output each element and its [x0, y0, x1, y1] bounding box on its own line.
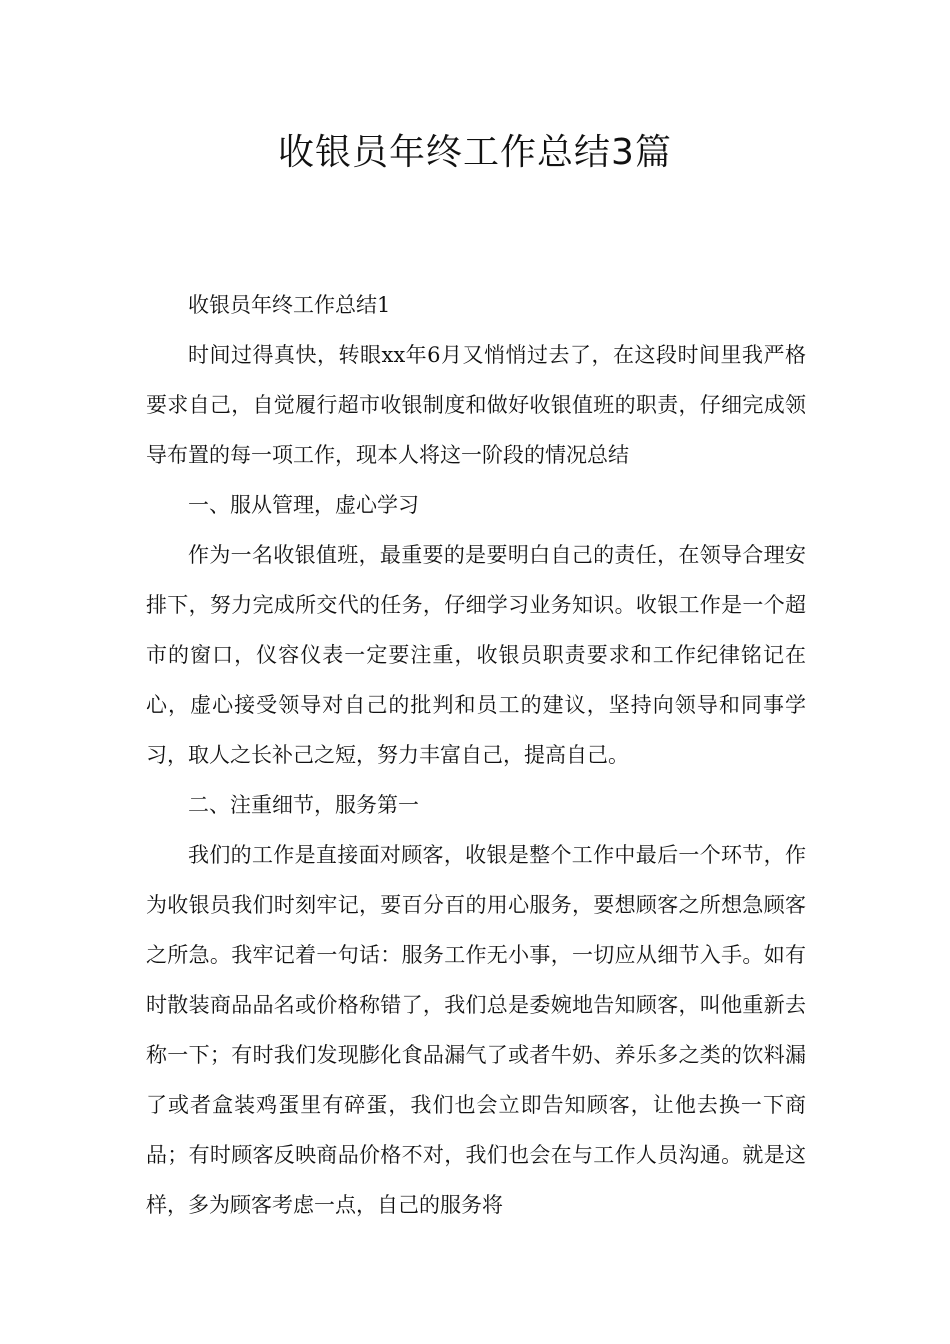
heading-attention-to-detail: 二、注重细节，服务第一 [188, 793, 419, 817]
heading-obey-management: 一、服从管理，虚心学习 [188, 493, 419, 517]
paragraph-responsibility: 作为一名收银值班，最重要的是要明白自己的责任，在领导合理安排下，努力完成所交代的任务，仔细学习业务知识。收银工作是一个超市的窗口，仪容仪表一定要注重，收银员职责要求和工作纪律铭记在心，虚心接受领导对自己的批判和员工的建议，坚持向领导和同事学习，取人之长补己之短，努力丰富自己，提高自己。 [146, 543, 806, 767]
section-title: 收银员年终工作总结1 [188, 293, 391, 317]
document-body [146, 280, 806, 1230]
paragraph-service: 我们的工作是直接面对顾客，收银是整个工作中最后一个环节，作为收银员我们时刻牢记，要百分百的用心服务，要想顾客之所想急顾客之所急。我牢记着一句话：服务工作无小事，一切应从细节入手。如有时散装商品品名或价格称错了，我们总是委婉地告知顾客，叫他重新去称一下；有时我们发现膨化食品漏气了或者牛奶、养乐多之类的饮料漏了或者盒装鸡蛋里有碎蛋，我们也会立即告知顾客，让他去换一下商品；有时顾客反映商品价格不对，我们也会在与工作人员沟通。就是这样，多为顾客考虑一点，自己的服务将 [146, 843, 806, 1217]
paragraph-intro: 时间过得真快，转眼xx年6月又悄悄过去了，在这段时间里我严格要求自己，自觉履行超市收银制度和做好收银值班的职责，仔细完成领导布置的每一项工作，现本人将这一阶段的情况总结 [146, 343, 806, 467]
document-title: 收银员年终工作总结3篇 [278, 132, 672, 173]
